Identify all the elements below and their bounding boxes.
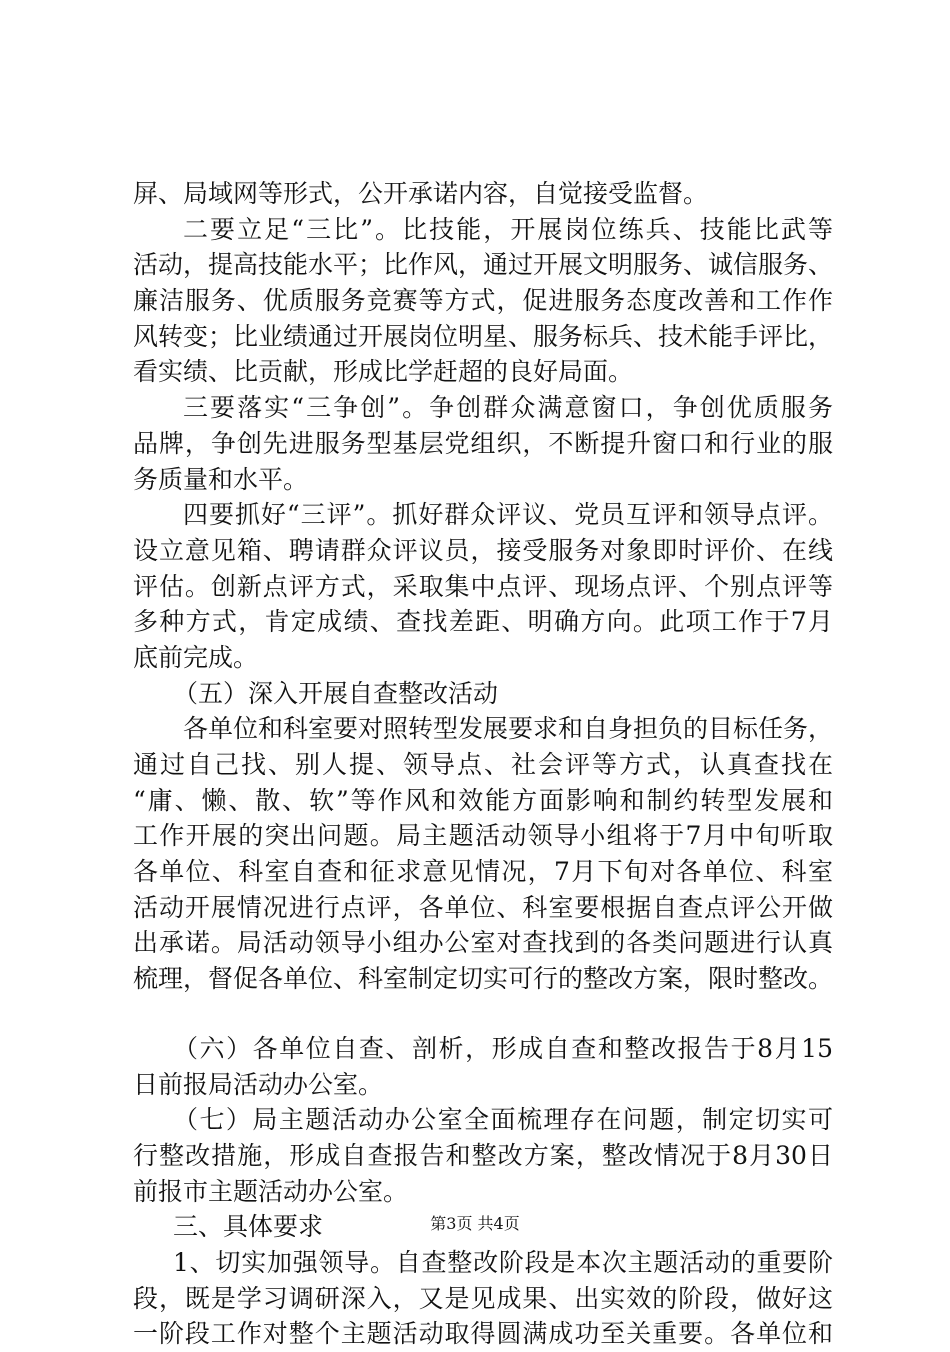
- text-line: 前报市主题活动办公室。: [133, 1176, 409, 1206]
- text-line: 评估。创新点评方式，采取集中点评、现场点评、个别点评等: [133, 571, 833, 601]
- document-body: [133, 176, 833, 1352]
- text-line: 工作开展的突出问题。局主题活动领导小组将于7月中旬听取: [133, 821, 833, 851]
- text-line: 底前完成。: [133, 642, 259, 672]
- text-line: 活动开展情况进行点评，各单位、科室要根据自查点评公开做: [133, 892, 833, 922]
- text-line: 段，既是学习调研深入，又是见成果、出实效的阶段，做好这: [133, 1283, 833, 1313]
- text-line: 通过自己找、别人提、领导点、社会评等方式，认真查找在: [133, 750, 833, 779]
- text-line: 多种方式，肯定成绩、查找差距、明确方向。此项工作于7月: [133, 607, 833, 637]
- text-line: 一阶段工作对整个主题活动取得圆满成功至关重要。各单位和: [133, 1319, 833, 1349]
- text-line: 行整改措施，形成自查报告和整改方案，整改情况于8月30日: [133, 1140, 833, 1170]
- text-line: （七）局主题活动办公室全面梳理存在问题，制定切实可: [173, 1105, 833, 1135]
- text-line: 1、切实加强领导。自查整改阶段是本次主题活动的重要阶: [173, 1247, 833, 1277]
- text-line: 出承诺。局活动领导小组办公室对查找到的各类问题进行认真: [133, 928, 833, 958]
- text-line: 风转变；比业绩通过开展岗位明星、服务标兵、技术能手评比，: [133, 321, 834, 351]
- text-line: 屏、局域网等形式，公开承诺内容，自觉接受监督。: [133, 179, 709, 208]
- text-line: 二要立足“三比”。比技能，开展岗位练兵、技能比武等: [183, 214, 833, 244]
- text-line: 设立意见箱、聘请群众评议员，接受服务对象即时评价、在线: [133, 535, 833, 565]
- text-line: 三要落实“三争创”。争创群众满意窗口，争创优质服务: [183, 393, 833, 423]
- text-line: 各单位、科室自查和征求意见情况，7月下旬对各单位、科室: [133, 857, 833, 887]
- page-number-footer: 第3页 共4页: [430, 1214, 520, 1233]
- paragraph-gap: [133, 997, 833, 1031]
- text-line: 看实绩、比贡献，形成比学赶超的良好局面。: [133, 357, 634, 387]
- text-line: 活动，提高技能水平；比作风，通过开展文明服务、诚信服务、: [133, 250, 834, 280]
- text-line: 三、具体要求: [173, 1212, 324, 1242]
- text-line: （五）深入开展自查整改活动: [173, 678, 499, 708]
- text-line: 梳理，督促各单位、科室制定切实可行的整改方案，限时整改。: [133, 964, 834, 994]
- text-line: 品牌，争创先进服务型基层党组织，不断提升窗口和行业的服: [133, 428, 833, 458]
- text-line: “庸、懒、散、软”等作风和效能方面影响和制约转型发展和: [133, 785, 833, 815]
- text-line: 四要抓好“三评”。抓好群众评议、党员互评和领导点评。: [183, 500, 833, 530]
- text-line: （六）各单位自查、剖析，形成自查和整改报告于8月15: [173, 1033, 833, 1063]
- text-line: 廉洁服务、优质服务竞赛等方式，促进服务态度改善和工作作: [133, 286, 833, 316]
- text-line: 务质量和水平。: [133, 464, 309, 494]
- text-line: 各单位和科室要对照转型发展要求和自身担负的目标任务，: [183, 714, 834, 744]
- text-line: 日前报局活动办公室。: [133, 1069, 384, 1099]
